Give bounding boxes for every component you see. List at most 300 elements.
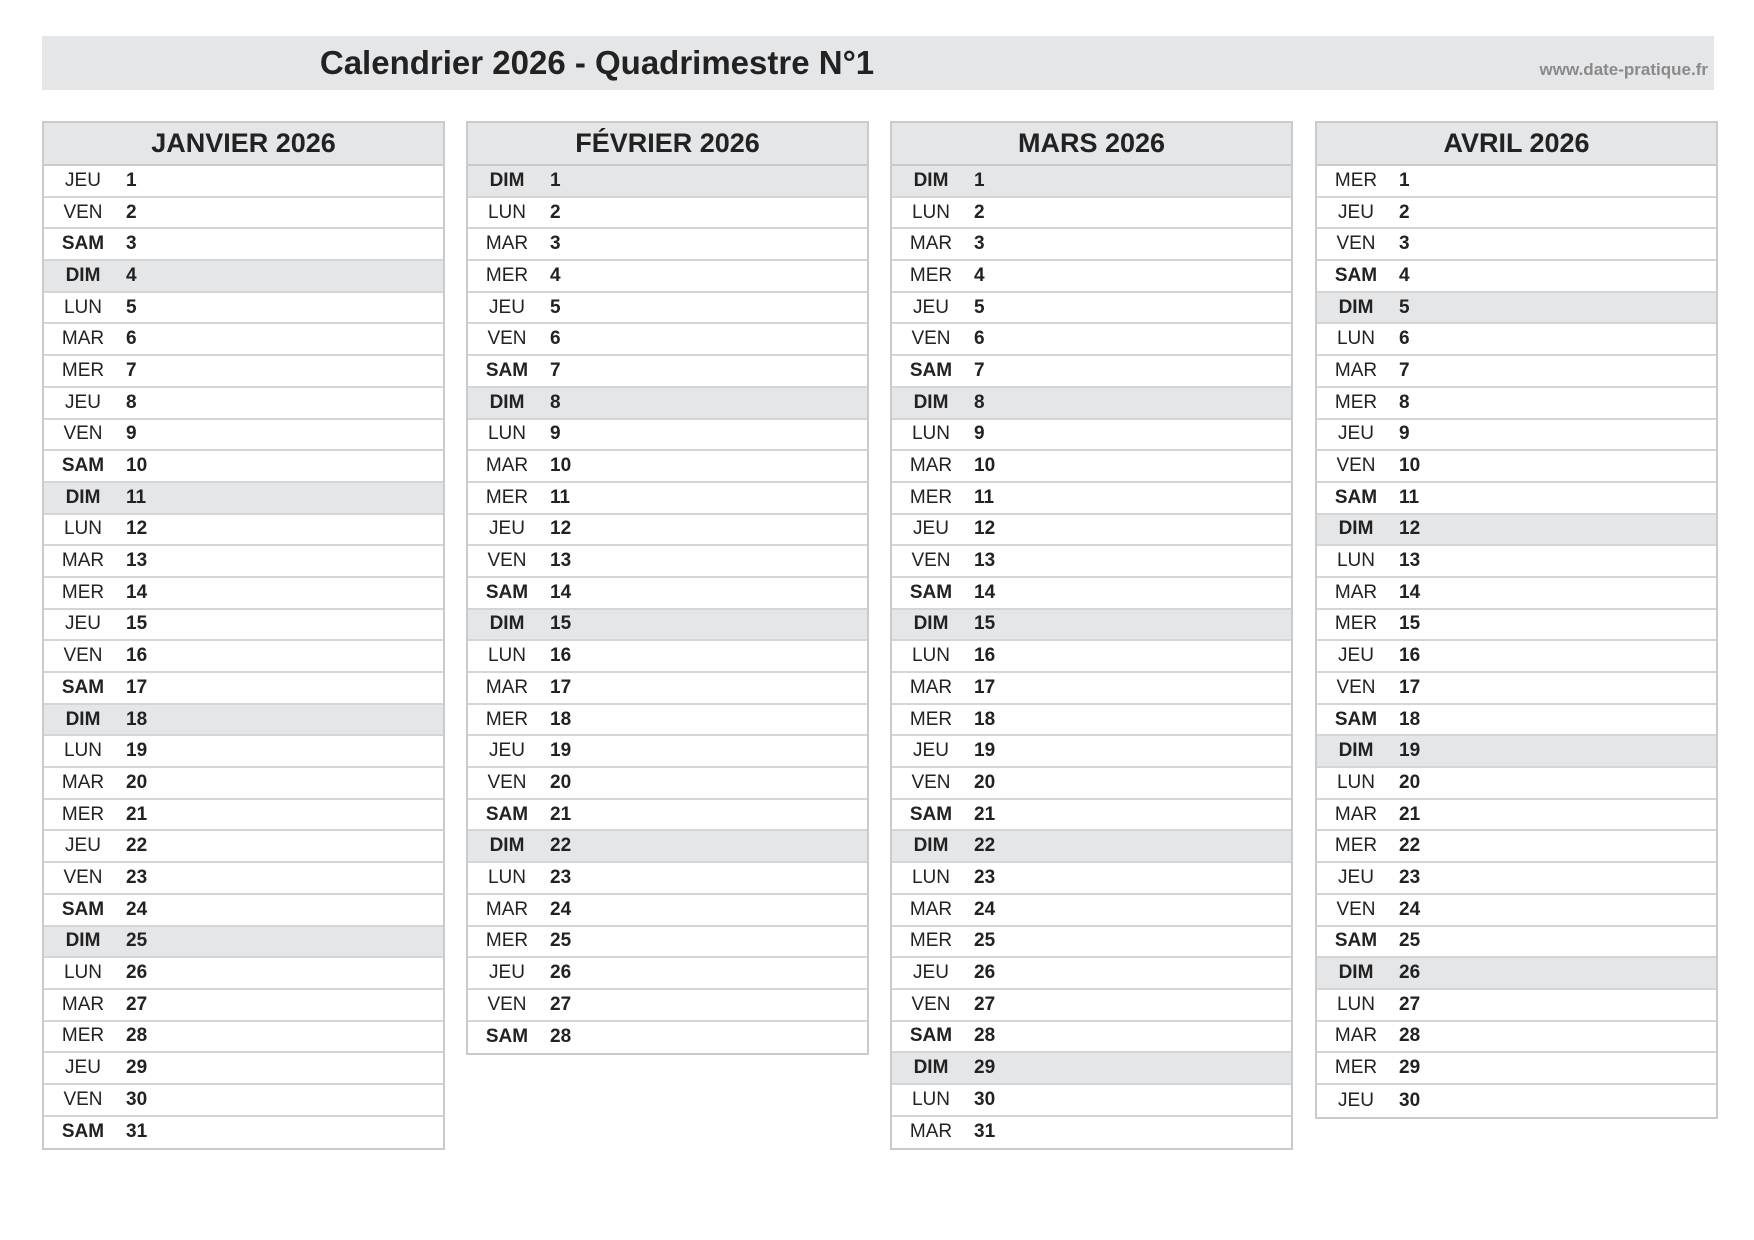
day-number: 29	[1399, 1057, 1421, 1079]
day-number: 10	[1399, 455, 1421, 477]
day-number: 12	[974, 518, 996, 540]
day-number: 13	[550, 550, 572, 572]
day-of-week: JEU	[1338, 866, 1374, 888]
day-of-week: SAM	[909, 359, 953, 381]
day-number: 15	[1399, 613, 1421, 635]
day-number: 23	[1399, 866, 1421, 888]
month-header: FÉVRIER 2026	[468, 123, 867, 166]
day-of-week: MER	[909, 708, 953, 730]
day-row	[468, 641, 867, 673]
day-row	[468, 515, 867, 547]
day-row	[44, 800, 443, 832]
day-of-week: DIM	[913, 1057, 949, 1079]
day-number: 10	[126, 455, 148, 477]
day-row	[44, 673, 443, 705]
day-number: 27	[974, 993, 996, 1015]
day-number: 26	[126, 962, 148, 984]
day-row	[1317, 610, 1716, 642]
day-number: 1	[1399, 169, 1410, 191]
month-table-march	[890, 121, 1293, 1150]
day-number: 5	[126, 296, 137, 318]
day-row	[892, 641, 1291, 673]
day-row	[44, 546, 443, 578]
day-number: 7	[550, 359, 561, 381]
day-number: 27	[1399, 993, 1421, 1015]
day-number: 8	[974, 391, 985, 413]
day-of-week: LUN	[911, 645, 950, 667]
day-number: 7	[126, 359, 137, 381]
day-number: 15	[974, 613, 996, 635]
day-row	[892, 451, 1291, 483]
month-table-april	[1315, 121, 1718, 1119]
day-row	[468, 895, 867, 927]
day-number: 8	[1399, 391, 1410, 413]
day-of-week: SAM	[1334, 708, 1378, 730]
day-of-week: MER	[61, 581, 105, 603]
day-of-week: DIM	[65, 264, 101, 286]
day-of-week: SAM	[909, 581, 953, 603]
day-of-week: LUN	[487, 423, 526, 445]
day-of-week: DIM	[913, 613, 949, 635]
day-of-week: MER	[909, 486, 953, 508]
day-number: 10	[550, 455, 572, 477]
day-number: 14	[1399, 581, 1421, 603]
day-number: 24	[974, 898, 996, 920]
day-row	[1317, 895, 1716, 927]
day-number: 23	[550, 866, 572, 888]
day-row	[44, 578, 443, 610]
day-number: 12	[1399, 518, 1421, 540]
day-number: 18	[1399, 708, 1421, 730]
day-of-week: MER	[909, 264, 953, 286]
month-table-january	[42, 121, 445, 1150]
day-row	[892, 927, 1291, 959]
day-row	[468, 324, 867, 356]
day-row	[468, 800, 867, 832]
day-number: 22	[550, 835, 572, 857]
day-row	[892, 261, 1291, 293]
day-of-week: JEU	[489, 740, 525, 762]
day-row	[44, 736, 443, 768]
day-row	[1317, 198, 1716, 230]
day-row	[468, 166, 867, 198]
day-row	[468, 261, 867, 293]
day-of-week: DIM	[489, 391, 525, 413]
site-url: www.date-pratique.fr	[1539, 60, 1708, 79]
day-number: 13	[1399, 550, 1421, 572]
day-row	[468, 293, 867, 325]
day-of-week: DIM	[65, 930, 101, 952]
day-row	[892, 324, 1291, 356]
day-number: 16	[550, 645, 572, 667]
day-of-week: SAM	[61, 1121, 105, 1143]
day-number: 27	[550, 993, 572, 1015]
day-number: 3	[550, 233, 561, 255]
day-row	[44, 293, 443, 325]
day-of-week: JEU	[65, 169, 101, 191]
day-of-week: MER	[61, 803, 105, 825]
day-of-week: VEN	[911, 328, 951, 350]
day-row	[468, 451, 867, 483]
day-number: 7	[1399, 359, 1410, 381]
day-number: 13	[126, 550, 148, 572]
day-row	[892, 800, 1291, 832]
day-number: 4	[550, 264, 561, 286]
day-number: 17	[974, 676, 996, 698]
day-of-week: VEN	[911, 771, 951, 793]
day-number: 9	[974, 423, 985, 445]
day-of-week: VEN	[63, 645, 103, 667]
day-of-week: MER	[485, 486, 529, 508]
day-number: 21	[1399, 803, 1421, 825]
day-row	[468, 831, 867, 863]
day-number: 1	[126, 169, 137, 191]
day-of-week: DIM	[1338, 962, 1374, 984]
day-of-week: VEN	[487, 771, 527, 793]
day-number: 3	[126, 233, 137, 255]
day-row	[468, 863, 867, 895]
day-number: 2	[126, 201, 137, 223]
day-row	[44, 324, 443, 356]
day-number: 5	[550, 296, 561, 318]
day-number: 8	[550, 391, 561, 413]
day-of-week: SAM	[61, 455, 105, 477]
day-row	[1317, 546, 1716, 578]
day-of-week: VEN	[487, 993, 527, 1015]
day-row	[1317, 863, 1716, 895]
day-row	[892, 768, 1291, 800]
day-row	[44, 641, 443, 673]
day-row	[468, 356, 867, 388]
day-of-week: MER	[485, 264, 529, 286]
day-of-week: DIM	[1338, 740, 1374, 762]
day-row	[1317, 578, 1716, 610]
day-number: 4	[974, 264, 985, 286]
day-of-week: MAR	[1334, 803, 1378, 825]
day-row	[1317, 768, 1716, 800]
day-of-week: LUN	[1336, 771, 1375, 793]
day-row	[892, 895, 1291, 927]
month-header: JANVIER 2026	[44, 123, 443, 166]
day-row	[468, 483, 867, 515]
day-of-week: JEU	[489, 962, 525, 984]
day-row	[1317, 800, 1716, 832]
day-row	[44, 863, 443, 895]
day-number: 3	[1399, 233, 1410, 255]
day-number: 9	[550, 423, 561, 445]
day-row	[1317, 324, 1716, 356]
day-row	[468, 673, 867, 705]
day-number: 23	[126, 866, 148, 888]
day-number: 14	[974, 581, 996, 603]
day-row	[1317, 515, 1716, 547]
day-of-week: JEU	[913, 296, 949, 318]
day-of-week: LUN	[1336, 328, 1375, 350]
day-list	[468, 166, 867, 1053]
day-of-week: JEU	[913, 518, 949, 540]
day-row	[892, 831, 1291, 863]
day-number: 27	[126, 993, 148, 1015]
day-row	[892, 958, 1291, 990]
day-row	[1317, 388, 1716, 420]
day-of-week: MER	[909, 930, 953, 952]
day-of-week: VEN	[1336, 676, 1376, 698]
day-of-week: MAR	[909, 676, 953, 698]
day-row	[892, 546, 1291, 578]
day-row	[1317, 166, 1716, 198]
day-of-week: LUN	[911, 866, 950, 888]
day-number: 11	[550, 486, 571, 508]
day-number: 18	[974, 708, 996, 730]
day-row	[44, 1053, 443, 1085]
day-row	[44, 261, 443, 293]
day-of-week: LUN	[911, 201, 950, 223]
day-number: 1	[550, 169, 561, 191]
day-row	[44, 705, 443, 737]
day-number: 28	[550, 1026, 572, 1048]
day-number: 6	[1399, 328, 1410, 350]
day-of-week: MER	[61, 359, 105, 381]
day-of-week: VEN	[63, 1088, 103, 1110]
day-row	[892, 736, 1291, 768]
day-number: 30	[1399, 1089, 1421, 1111]
day-row	[1317, 990, 1716, 1022]
day-number: 4	[1399, 264, 1410, 286]
day-number: 20	[550, 771, 572, 793]
day-number: 9	[126, 423, 137, 445]
day-row	[468, 229, 867, 261]
day-of-week: MER	[1334, 391, 1378, 413]
day-row	[468, 736, 867, 768]
day-row	[468, 546, 867, 578]
day-number: 22	[126, 835, 148, 857]
day-row	[468, 990, 867, 1022]
day-of-week: SAM	[485, 1026, 529, 1048]
day-number: 30	[126, 1088, 148, 1110]
day-of-week: DIM	[913, 169, 949, 191]
day-of-week: LUN	[63, 518, 102, 540]
day-number: 28	[1399, 1025, 1421, 1047]
day-row	[1317, 356, 1716, 388]
day-of-week: SAM	[1334, 486, 1378, 508]
day-number: 26	[974, 962, 996, 984]
day-of-week: VEN	[911, 550, 951, 572]
day-number: 19	[974, 740, 996, 762]
day-row	[892, 610, 1291, 642]
day-of-week: MAR	[485, 455, 529, 477]
day-number: 28	[974, 1025, 996, 1047]
day-row	[44, 1022, 443, 1054]
day-number: 4	[126, 264, 137, 286]
day-of-week: JEU	[65, 835, 101, 857]
day-row	[1317, 736, 1716, 768]
day-of-week: SAM	[1334, 930, 1378, 952]
day-row	[892, 356, 1291, 388]
month-header: AVRIL 2026	[1317, 123, 1716, 166]
day-of-week: MAR	[909, 1121, 953, 1143]
day-row	[1317, 927, 1716, 959]
day-row	[892, 673, 1291, 705]
day-number: 30	[974, 1088, 996, 1110]
day-row	[468, 927, 867, 959]
day-of-week: MAR	[61, 328, 105, 350]
day-number: 28	[126, 1025, 148, 1047]
day-of-week: MAR	[485, 233, 529, 255]
day-number: 24	[550, 898, 572, 920]
day-number: 11	[974, 486, 995, 508]
day-row	[1317, 831, 1716, 863]
day-number: 24	[1399, 898, 1421, 920]
month-header: MARS 2026	[892, 123, 1291, 166]
day-of-week: JEU	[1338, 645, 1374, 667]
day-of-week: MAR	[61, 550, 105, 572]
day-row	[44, 1085, 443, 1117]
day-number: 12	[550, 518, 572, 540]
day-row	[892, 198, 1291, 230]
day-row	[44, 483, 443, 515]
day-row	[892, 388, 1291, 420]
day-of-week: SAM	[909, 803, 953, 825]
day-row	[44, 356, 443, 388]
day-number: 2	[974, 201, 985, 223]
day-row	[44, 831, 443, 863]
day-row	[44, 990, 443, 1022]
day-row	[44, 958, 443, 990]
day-of-week: VEN	[63, 201, 103, 223]
day-number: 11	[126, 486, 147, 508]
day-of-week: SAM	[1334, 264, 1378, 286]
day-number: 18	[550, 708, 572, 730]
day-of-week: MER	[485, 930, 529, 952]
day-number: 26	[550, 962, 572, 984]
day-row	[44, 451, 443, 483]
day-number: 25	[1399, 930, 1421, 952]
day-of-week: SAM	[61, 898, 105, 920]
day-of-week: LUN	[63, 740, 102, 762]
title-bar	[42, 36, 1714, 90]
day-row	[892, 863, 1291, 895]
day-number: 17	[550, 676, 572, 698]
day-of-week: LUN	[1336, 993, 1375, 1015]
day-number: 21	[550, 803, 572, 825]
day-number: 7	[974, 359, 985, 381]
day-number: 14	[550, 581, 572, 603]
day-number: 18	[126, 708, 148, 730]
day-row	[892, 1022, 1291, 1054]
day-number: 25	[550, 930, 572, 952]
day-number: 16	[1399, 645, 1421, 667]
day-of-week: SAM	[485, 581, 529, 603]
day-of-week: SAM	[909, 1025, 953, 1047]
day-row	[892, 229, 1291, 261]
day-of-week: SAM	[485, 359, 529, 381]
day-number: 20	[974, 771, 996, 793]
day-row	[892, 483, 1291, 515]
day-row	[892, 293, 1291, 325]
day-of-week: DIM	[913, 391, 949, 413]
day-row	[892, 990, 1291, 1022]
day-of-week: MAR	[909, 233, 953, 255]
day-row	[468, 388, 867, 420]
day-number: 14	[126, 581, 148, 603]
day-of-week: MAR	[1334, 359, 1378, 381]
day-row	[1317, 641, 1716, 673]
day-row	[892, 705, 1291, 737]
day-of-week: SAM	[61, 676, 105, 698]
day-of-week: DIM	[489, 835, 525, 857]
day-of-week: LUN	[487, 645, 526, 667]
day-row	[468, 420, 867, 452]
day-row	[44, 895, 443, 927]
day-number: 5	[974, 296, 985, 318]
day-row	[892, 515, 1291, 547]
day-number: 15	[550, 613, 572, 635]
day-row	[1317, 483, 1716, 515]
day-of-week: MER	[61, 1025, 105, 1047]
day-row	[44, 388, 443, 420]
day-of-week: VEN	[1336, 455, 1376, 477]
day-row	[892, 578, 1291, 610]
day-number: 6	[126, 328, 137, 350]
day-row	[892, 1053, 1291, 1085]
day-row	[44, 229, 443, 261]
day-row	[1317, 958, 1716, 990]
day-row	[892, 1117, 1291, 1149]
day-of-week: VEN	[1336, 233, 1376, 255]
day-row	[468, 705, 867, 737]
day-row	[892, 166, 1291, 198]
day-row	[44, 1117, 443, 1149]
day-row	[44, 927, 443, 959]
day-number: 29	[974, 1057, 996, 1079]
day-of-week: MER	[1334, 835, 1378, 857]
day-of-week: LUN	[911, 423, 950, 445]
day-number: 24	[126, 898, 148, 920]
day-of-week: MAR	[485, 676, 529, 698]
day-number: 10	[974, 455, 996, 477]
day-of-week: MAR	[909, 455, 953, 477]
day-number: 2	[1399, 201, 1410, 223]
day-of-week: JEU	[913, 962, 949, 984]
day-row	[1317, 1022, 1716, 1054]
day-of-week: MAR	[61, 771, 105, 793]
day-row	[44, 198, 443, 230]
day-list	[44, 166, 443, 1148]
day-row	[1317, 1053, 1716, 1085]
day-number: 5	[1399, 296, 1410, 318]
day-of-week: MAR	[909, 898, 953, 920]
day-row	[44, 610, 443, 642]
day-of-week: DIM	[65, 486, 101, 508]
day-of-week: JEU	[489, 296, 525, 318]
day-of-week: DIM	[489, 169, 525, 191]
day-number: 17	[126, 676, 148, 698]
day-number: 22	[1399, 835, 1421, 857]
day-of-week: JEU	[1338, 423, 1374, 445]
day-of-week: VEN	[63, 423, 103, 445]
day-of-week: JEU	[1338, 201, 1374, 223]
day-number: 22	[974, 835, 996, 857]
day-number: 31	[126, 1121, 148, 1143]
day-number: 13	[974, 550, 996, 572]
day-number: 17	[1399, 676, 1421, 698]
day-of-week: DIM	[489, 613, 525, 635]
day-of-week: MER	[1334, 169, 1378, 191]
day-of-week: VEN	[1336, 898, 1376, 920]
day-of-week: JEU	[65, 613, 101, 635]
day-of-week: MER	[1334, 1057, 1378, 1079]
day-row	[1317, 451, 1716, 483]
